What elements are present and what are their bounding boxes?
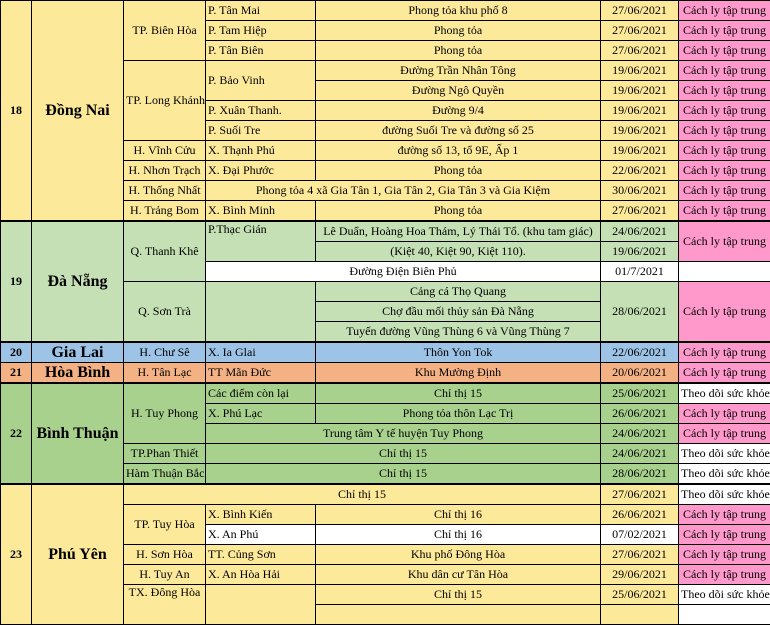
date: 27/06/2021 [601,21,679,41]
district: H. Trảng Bom [124,201,206,222]
ward: X. Ia Glai [206,342,316,363]
date: 19/06/2021 [601,61,679,81]
ward: X. Thạnh Phú [206,141,316,161]
status: Cách ly tập trung [679,201,770,222]
ward: X. An Hòa Hải [206,565,316,585]
area: Đường Ngô Quyền [316,81,601,101]
district: TX. Đông Hòa [124,585,206,625]
date: 28/06/2021 [601,464,679,485]
date: 29/06/2021 [601,565,679,585]
date: 26/06/2021 [601,505,679,525]
ward: X. Bình Kiến [206,505,316,525]
area: Khu phố Đông Hòa [316,545,601,565]
date: 19/06/2021 [601,101,679,121]
date: 01/7/2021 [601,262,679,282]
area: Chỉ thị 15 [316,383,601,404]
area: Khu Mường Định [316,363,601,384]
ward: P. Tam Hiệp [206,21,316,41]
ward: X. An Phú [206,525,316,545]
ward: X. Đại Phước [206,161,316,181]
date: 27/06/2021 [601,201,679,222]
date: 27/06/2021 [601,545,679,565]
ward: Các điểm còn lại [206,383,316,404]
ward: P. Suối Tre [206,121,316,141]
ward: P. Xuân Thanh. [206,101,316,121]
area: đường Suối Tre và đường số 25 [316,121,601,141]
ward [206,585,316,625]
district: Hàm Thuận Bắc [124,464,206,485]
status: Cách ly tập trung [679,363,770,384]
area: Phong tỏa [316,161,601,181]
status [679,605,770,625]
date: 19/06/2021 [601,141,679,161]
status: Cách ly tập trung [679,101,770,121]
date: 19/06/2021 [601,81,679,101]
date: 27/06/2021 [601,1,679,21]
status: Theo dõi sức khỏe [679,464,770,485]
status: Cách ly tập trung [679,161,770,181]
date: 30/06/2021 [601,181,679,201]
date: 27/06/2021 [601,484,679,505]
date: 24/06/2021 [601,424,679,444]
area: Chỉ thị 16 [316,505,601,525]
date: 26/06/2021 [601,404,679,424]
date [601,605,679,625]
date: 27/06/2021 [601,41,679,61]
ward: P. Tân Biên [206,41,316,61]
date: 19/06/2021 [601,242,679,262]
date: 20/06/2021 [601,363,679,384]
province-name: Đà Nẵng [32,221,124,342]
area: Trung tâm Y tế huyện Tuy Phong [206,424,601,444]
date: 25/06/2021 [601,585,679,605]
area: Khu dân cư Tân Hòa [316,565,601,585]
province-name: Hòa Bình [32,363,124,384]
status: Cách ly tập trung [679,505,770,525]
status: Cách ly tập trung [679,141,770,161]
district: H. Sơn Hòa [124,545,206,565]
district: Q. Thanh Khê [124,221,206,282]
status: Cách ly tập trung [679,121,770,141]
district: H. Vĩnh Cửu [124,141,206,161]
area: Phong tỏa [316,41,601,61]
row-number: 19 [1,221,32,342]
district: TP. Long Khánh [124,61,206,141]
row-number: 21 [1,363,32,384]
district: H. Tân Lạc [124,363,206,384]
area [316,605,601,625]
area: Phong tỏa khu phố 8 [316,1,601,21]
date: 24/06/2021 [601,444,679,464]
area: đường số 13, tổ 9E, Ấp 1 [316,141,601,161]
district: TP. Biên Hòa [124,1,206,61]
area: Đường 9/4 [316,101,601,121]
ward: X. Bình Minh [206,201,316,222]
area: Chỉ thị 16 [316,525,601,545]
status [679,262,770,282]
date: 22/06/2021 [601,342,679,363]
district: H. Chư Sê [124,342,206,363]
status: Cách ly tập trung [679,525,770,545]
status: Cách ly tập trung [679,342,770,363]
date: 24/06/2021 [601,221,679,242]
status: Theo dõi sức khỏe [679,484,770,505]
status: Cách ly tập trung [679,41,770,61]
area: Đường Điện Biên Phủ [206,262,601,282]
status: Cách ly tập trung [679,221,770,262]
area: Chỉ thị 15 [206,464,601,485]
province-name: Phú Yên [32,484,124,625]
area: Chỉ thị 15 [316,585,601,605]
district: TP.Phan Thiết [124,444,206,464]
ward: P.Thạc Gián [206,221,316,262]
status: Cách ly tập trung [679,545,770,565]
status: Cách ly tập trung [679,282,770,343]
area: Phong tỏa [316,21,601,41]
date: 07/02/2021 [601,525,679,545]
status: Cách ly tập trung [679,81,770,101]
row-number: 18 [1,1,32,222]
status: Theo dõi sức khỏe [679,383,770,404]
ward: P. Bảo Vinh [206,61,316,101]
status: Cách ly tập trung [679,404,770,424]
status: Theo dõi sức khỏe [679,444,770,464]
area: Lê Duẩn, Hoàng Hoa Thám, Lý Thái Tổ. (khu tam giác) [316,221,601,242]
district: H. Nhơn Trạch [124,161,206,181]
status: Cách ly tập trung [679,181,770,201]
district: H. Thống Nhất [124,181,206,201]
district: TP. Tuy Hòa [124,505,206,545]
province-name: Bình Thuận [32,383,124,484]
status: Theo dõi sức khỏe [679,585,770,605]
area: Chợ đầu mối thủy sản Đà Nẵng [316,302,601,322]
area: Phong tỏa 4 xã Gia Tân 1, Gia Tân 2, Gia Tân 3 và Gia Kiệm [206,181,601,201]
area: Đường Trần Nhân Tông [316,61,601,81]
ward: TT. Củng Sơn [206,545,316,565]
area: Chỉ thị 15 [206,444,601,464]
ward [206,282,316,343]
ward: X. Phú Lạc [206,404,316,424]
row-number: 23 [1,484,32,625]
province-name: Đồng Nai [32,1,124,222]
status: Cách ly tập trung [679,424,770,444]
area: Phong tỏa [316,201,601,222]
area: Tuyến đường Vũng Thùng 6 và Vũng Thùng 7 [316,322,601,343]
area: Chỉ thị 15 [124,484,601,505]
district: H. Tuy Phong [124,383,206,444]
ward: P. Tân Mai [206,1,316,21]
date: 22/06/2021 [601,161,679,181]
status: Cách ly tập trung [679,61,770,81]
district: Q. Sơn Trà [124,282,206,343]
row-number: 20 [1,342,32,363]
status: Cách ly tập trung [679,1,770,21]
ward: TT Mãn Đức [206,363,316,384]
status: Cách ly tập trung [679,21,770,41]
area: (Kiệt 40, Kiệt 90, Kiệt 110). [316,242,601,262]
area: Cảng cá Thọ Quang [316,282,601,302]
area: Thôn Yon Tok [316,342,601,363]
district: H. Tuy An [124,565,206,585]
date: 19/06/2021 [601,121,679,141]
date: 25/06/2021 [601,383,679,404]
province-name: Gia Lai [32,342,124,363]
date: 28/06/2021 [601,282,679,343]
row-number: 22 [1,383,32,484]
area: Phong tỏa thôn Lạc Trị [316,404,601,424]
status: Cách ly tập trung [679,565,770,585]
